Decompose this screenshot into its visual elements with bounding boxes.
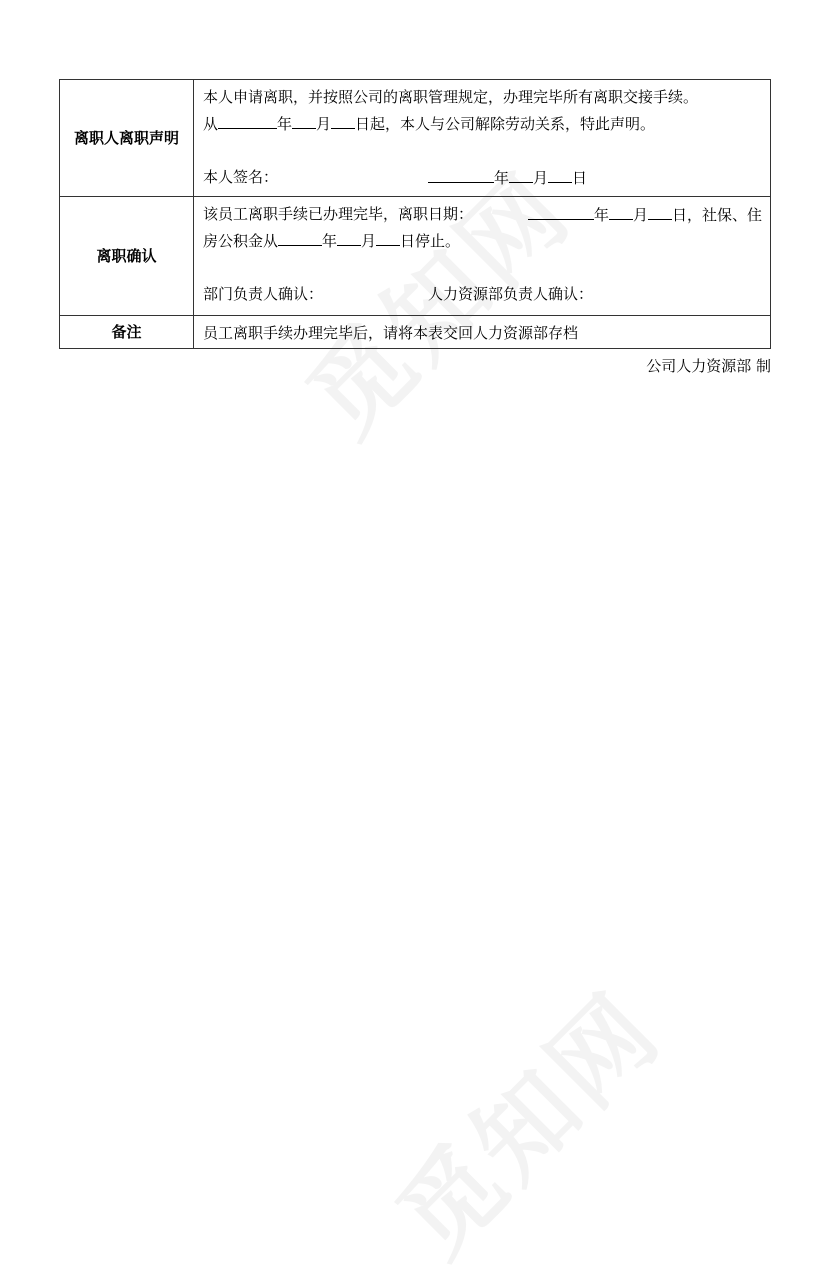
resign-month-blank[interactable] xyxy=(609,201,633,220)
signature-year-blank[interactable] xyxy=(428,164,494,183)
signature-label: 本人签名： xyxy=(203,168,279,186)
declaration-label: 离职人离职声明 xyxy=(60,80,194,197)
remarks-row xyxy=(60,316,771,349)
declaration-content xyxy=(194,80,771,197)
confirmation-label: 离职确认 xyxy=(60,197,194,316)
footer-issuer: 公司人力资源部 制 xyxy=(646,357,771,375)
confirmation-line2-prefix: 房公积金从 xyxy=(203,232,279,250)
dept-head-label: 部门负责人确认： xyxy=(203,285,324,303)
signature-line xyxy=(203,164,762,190)
text-year: 年 xyxy=(494,169,510,187)
text-year: 年 xyxy=(277,115,293,133)
text-month: 月 xyxy=(361,232,377,250)
remarks-text: 员工离职手续办理完毕后，请将本表交回人力资源部存档 xyxy=(203,324,579,342)
fund-month-blank[interactable] xyxy=(337,227,361,246)
text-month: 月 xyxy=(316,115,332,133)
fund-day-blank[interactable] xyxy=(376,227,400,246)
confirmation-line1-text: 该员工离职手续已办理完毕，离职日期： xyxy=(203,205,474,223)
signature-day-blank[interactable] xyxy=(548,164,572,183)
confirmation-line2 xyxy=(203,227,762,253)
declaration-line2-suffix: 日起，本人与公司解除劳动关系，特此声明。 xyxy=(355,115,656,133)
confirmation-content xyxy=(194,197,771,316)
hr-head-label: 人力资源部负责人确认： xyxy=(428,285,594,303)
text-year: 年 xyxy=(593,206,609,224)
text-day: 日 xyxy=(572,169,588,187)
remarks-label: 备注 xyxy=(60,316,194,349)
signature-date xyxy=(428,164,587,191)
year-blank[interactable] xyxy=(218,110,277,129)
resign-year-blank[interactable] xyxy=(528,201,594,220)
text-month: 月 xyxy=(632,206,648,224)
confirmation-row xyxy=(60,197,771,316)
resign-day-blank[interactable] xyxy=(648,201,672,220)
spacer xyxy=(203,253,762,281)
spacer xyxy=(203,136,762,164)
text-year: 年 xyxy=(322,232,338,250)
text-month: 月 xyxy=(533,169,549,187)
approval-line xyxy=(203,281,762,307)
resign-date xyxy=(528,201,762,227)
watermark-bottom xyxy=(360,955,687,1282)
declaration-row xyxy=(60,80,771,197)
signature-month-blank[interactable] xyxy=(509,164,533,183)
declaration-line1: 本人申请离职，并按照公司的离职管理规定，办理完毕所有离职交接手续。 xyxy=(203,88,699,106)
confirmation-line1-suffix: 日，社保、住 xyxy=(671,206,762,224)
declaration-line2 xyxy=(203,110,762,136)
resignation-form-table xyxy=(59,79,771,349)
remarks-content xyxy=(194,316,771,349)
day-blank[interactable] xyxy=(331,110,355,129)
confirmation-line2-suffix: 日停止。 xyxy=(400,232,461,250)
confirmation-line1 xyxy=(203,201,762,227)
text-from: 从 xyxy=(203,115,219,133)
fund-year-blank[interactable] xyxy=(278,227,322,246)
month-blank[interactable] xyxy=(292,110,316,129)
